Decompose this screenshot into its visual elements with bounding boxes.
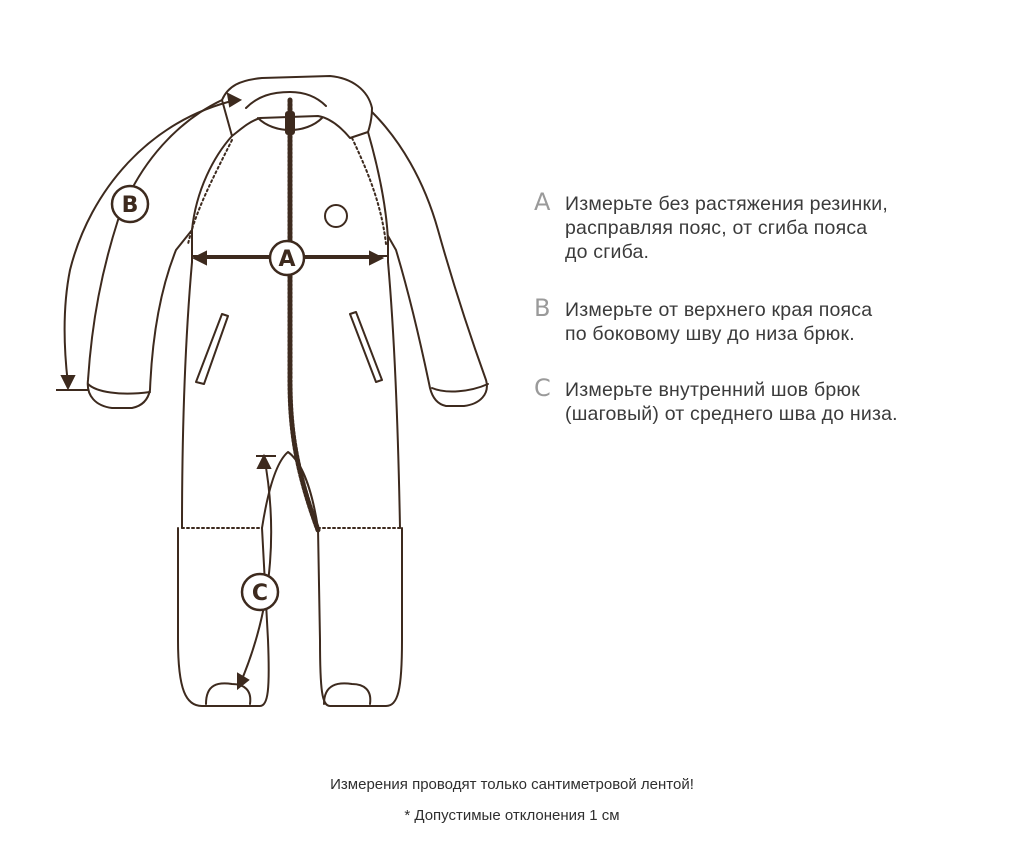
body-lower-left	[182, 262, 192, 528]
marker-b-label: B	[121, 193, 139, 218]
left-leg-lower	[178, 528, 269, 706]
measure-b-arrow-top	[228, 94, 240, 106]
legend-letter: A	[534, 188, 551, 216]
measure-a-arrow-left	[194, 252, 206, 264]
zipper-track	[290, 100, 318, 530]
legend-text: Измерьте внутренний шов брюк (шаговый) от среднего шва до низа.	[565, 379, 898, 425]
legend-letter: B	[534, 294, 551, 322]
right-raglan-seam	[352, 138, 386, 244]
marker-c-label: C	[251, 581, 269, 606]
measure-c-arrow-top	[258, 456, 270, 468]
footer-tolerance: * Допустимые отклонения 1 см	[404, 807, 620, 824]
measure-b-arrow-bottom	[62, 376, 74, 388]
left-cuff	[88, 384, 150, 394]
footer-note: Измерения проводят только сантиметровой лентой!	[330, 776, 694, 793]
measure-c-line	[240, 456, 271, 684]
zipper-pull	[286, 112, 294, 134]
legend-item-b	[534, 294, 994, 346]
legend-item-c	[534, 374, 994, 426]
legend-letter: C	[534, 374, 551, 402]
left-pocket	[196, 314, 228, 384]
marker-a-label: A	[278, 247, 296, 272]
measure-a-arrow-right	[370, 252, 382, 264]
hood-inner	[246, 92, 326, 108]
measure-b-line	[65, 100, 237, 384]
right-leg-lower	[318, 528, 402, 706]
left-boot-strap	[206, 683, 250, 704]
right-cuff	[432, 384, 488, 391]
body-lower-right	[388, 262, 400, 528]
right-boot-strap	[324, 683, 370, 704]
legend-item-a	[534, 188, 994, 264]
left-raglan-seam	[188, 140, 232, 244]
legend-text: Измерьте от верхнего края пояса по боковому шву до низа брюк.	[565, 299, 873, 345]
right-sleeve-outline	[372, 112, 487, 406]
legend-text: Измерьте без растяжения резинки, расправляя пояс, от сгиба пояса до сгиба.	[565, 193, 888, 263]
chest-emblem	[325, 205, 347, 227]
right-pocket	[350, 312, 382, 382]
